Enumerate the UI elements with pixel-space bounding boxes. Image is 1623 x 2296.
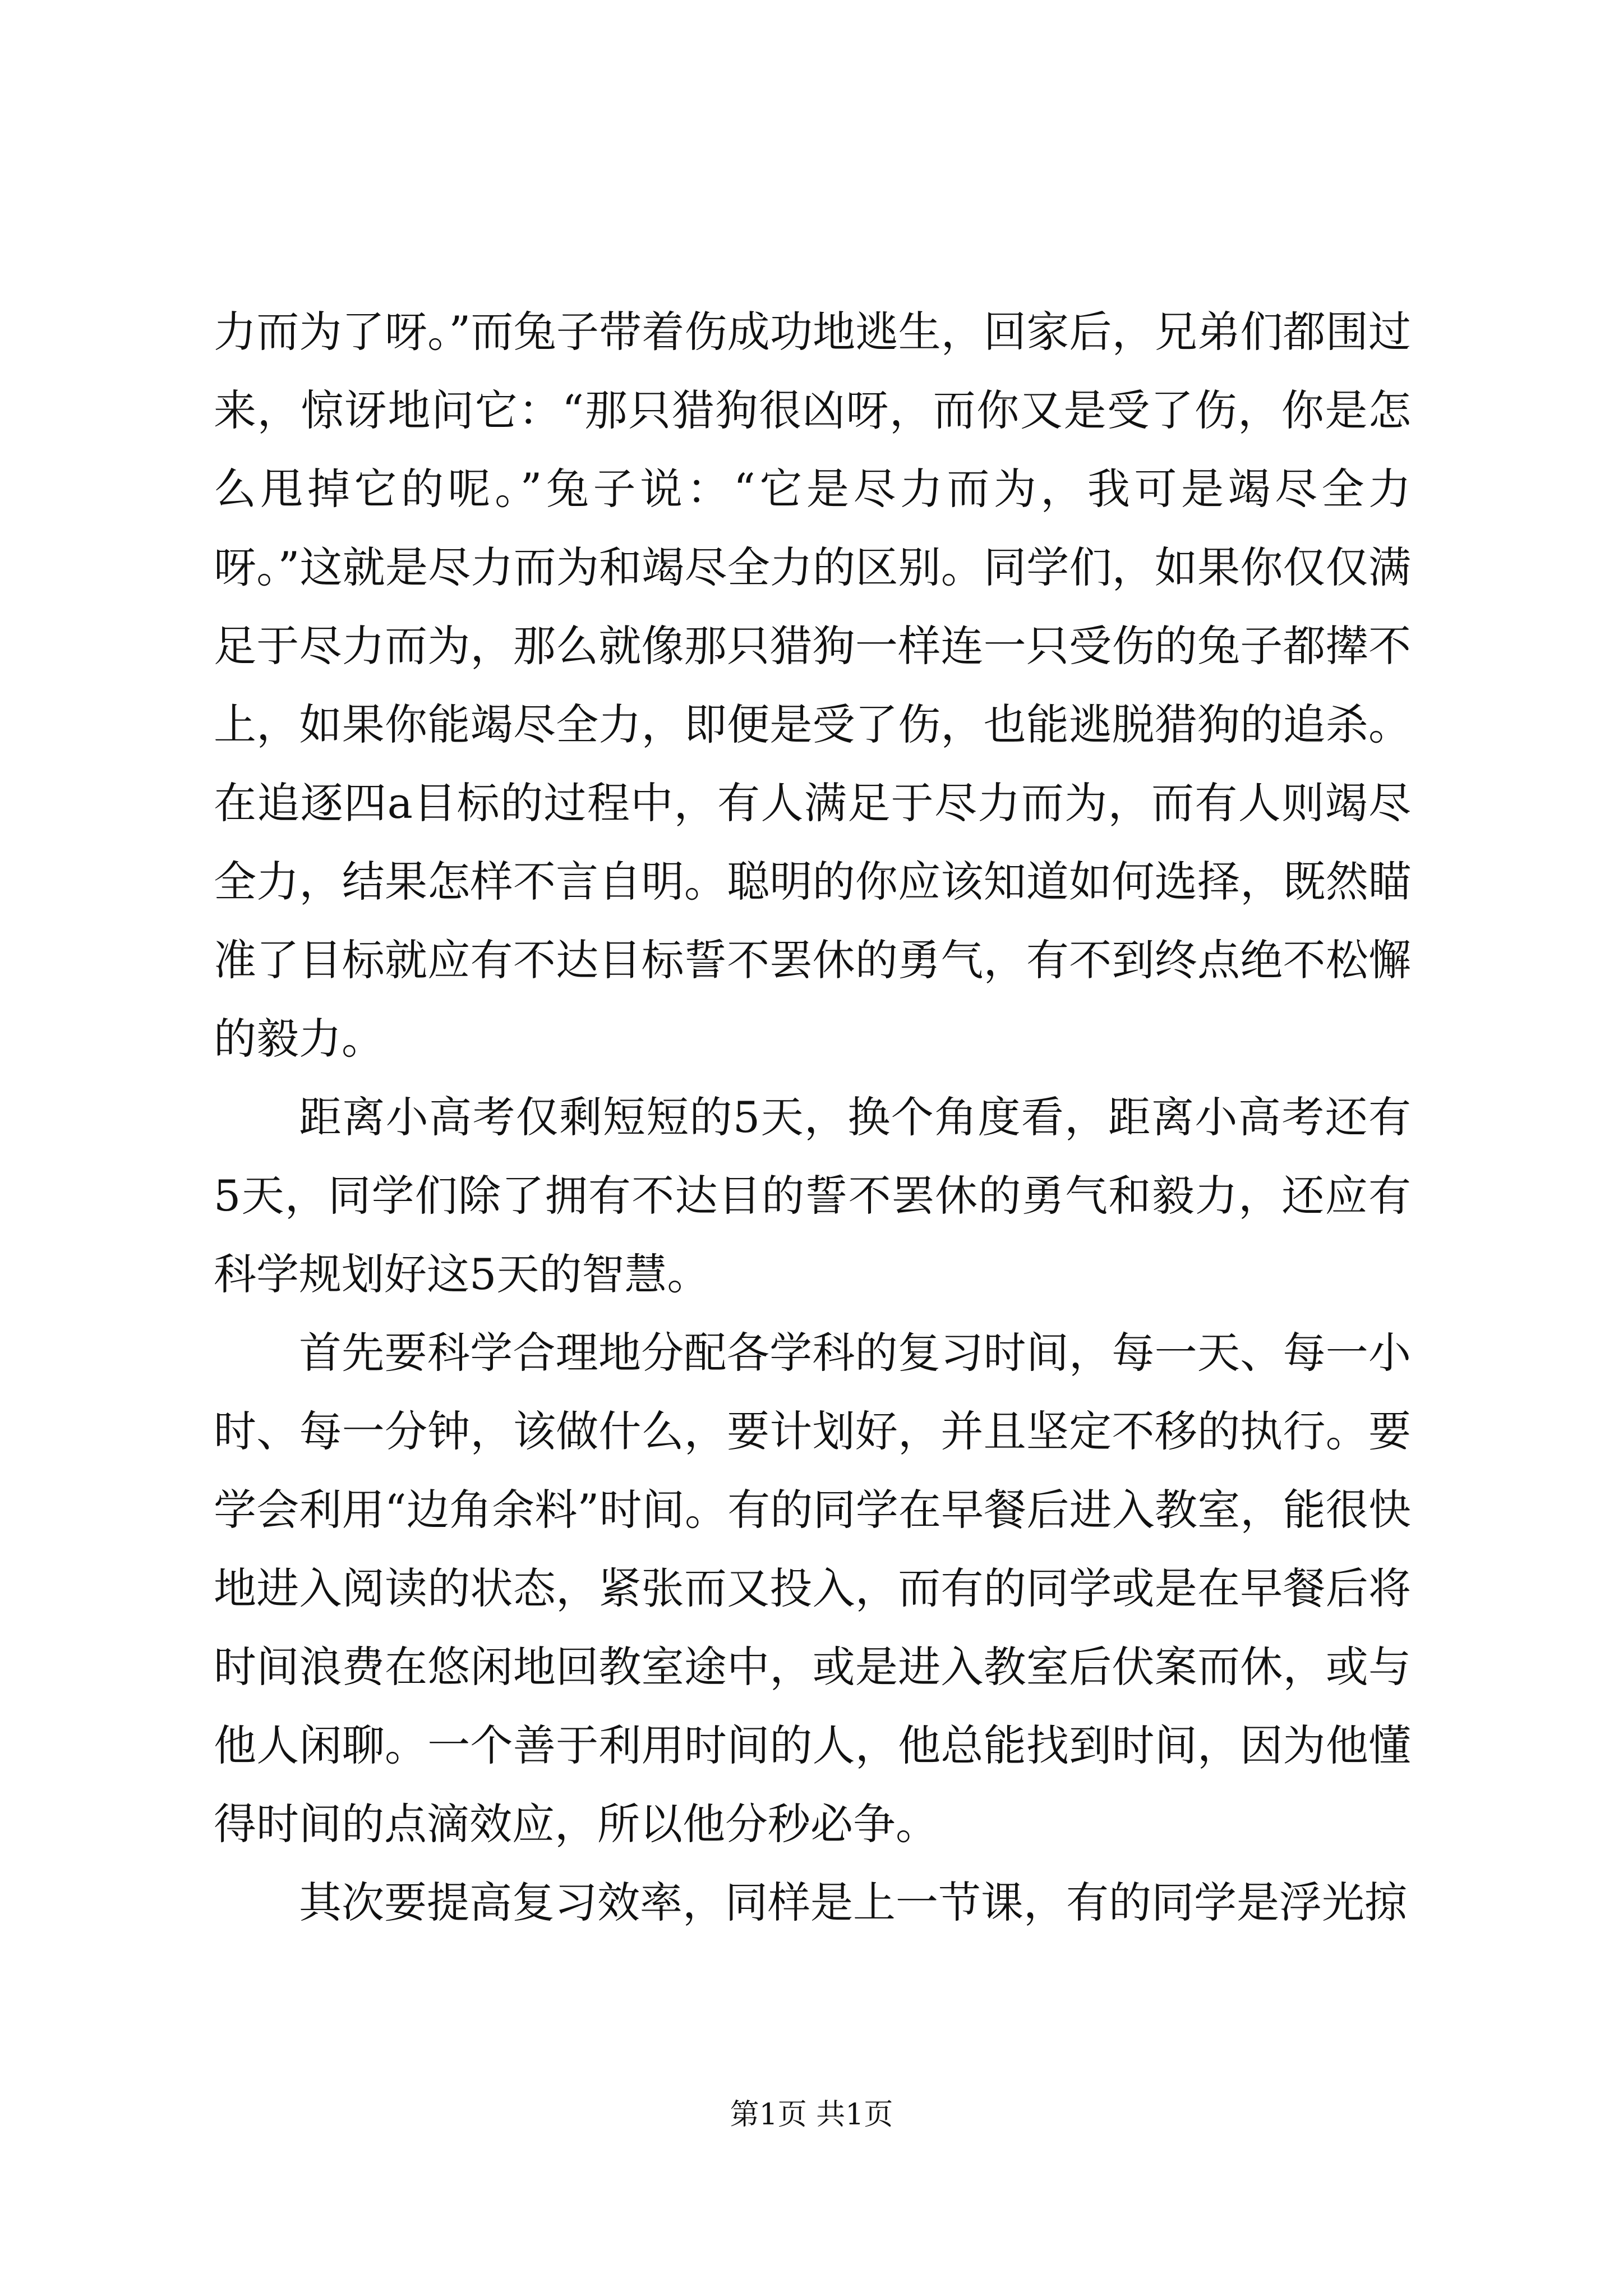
document-body: [214, 293, 1411, 1942]
paragraph-3: 首先要科学合理地分配各学科的复习时间，每一天、每一小时、每一分钟，该做什么，要计划好，并且坚定不移的执行。要学会利用“边角余料”时间。有的同学在早餐后进入教室，能很快地进入阅读的状态，紧张而又投入，而有的同学或是在早餐后将时间浪费在悠闲地回教室途中，或是进入教室后伏案而休，或与他人闲聊。一个善于利用时间的人，他总能找到时间，因为他懂得时间的点滴效应，所以他分秒必争。: [214, 1328, 1411, 1849]
paragraph-4: 其次要提高复习效率，同样是上一节课，有的同学是浮光掠: [299, 1878, 1407, 1927]
paragraph-1: 力而为了呀。”而兔子带着伤成功地逃生，回家后，兄弟们都围过来，惊讶地问它：“那只猎狗很凶呀，而你又是受了伤，你是怎么甩掉它的呢。”兔子说：“它是尽力而为，我可是竭尽全力呀。”这就是尽力而为和竭尽全力的区别。同学们，如果你仅仅满足于尽力而为，那么就像那只猎狗一样连一只受伤的兔子都撵不上，如果你能竭尽全力，即便是受了伤，也能逃脱猎狗的追杀。在追逐四a目标的过程中，有人满足于尽力而为，而有人则竭尽全力，结果怎样不言自明。聪明的你应该知道如何选择，既然瞄准了目标就应有不达目标誓不罢休的勇气，有不到终点绝不松懈的毅力。: [214, 307, 1411, 1064]
paragraph-2: 距离小高考仅剩短短的5天，换个角度看，距离小高考还有5天，同学们除了拥有不达目的誓不罢休的勇气和毅力，还应有科学规划好这5天的智慧。: [214, 1092, 1411, 1299]
page-footer: 第1页 共1页: [730, 2098, 893, 2132]
